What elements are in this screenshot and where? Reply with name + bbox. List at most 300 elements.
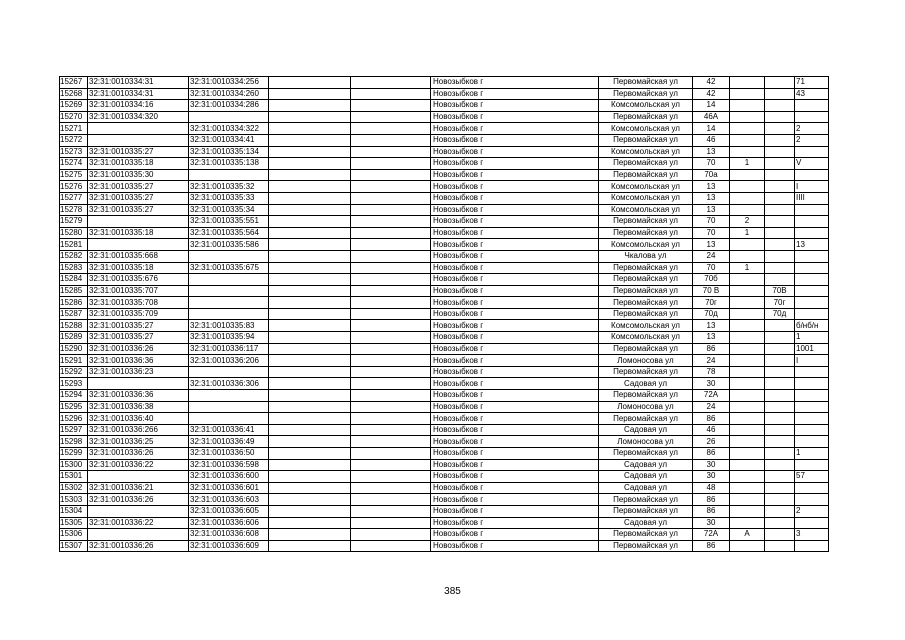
cell-apartment <box>795 250 829 262</box>
table-row <box>60 308 829 320</box>
cell-house-number: 42 <box>693 77 730 89</box>
cell-cadastral-number: 32:31:0010336:603 <box>189 494 269 506</box>
cell-row-number: 15278 <box>60 204 88 216</box>
cell-row-number: 15273 <box>60 146 88 158</box>
cell-building: 1 <box>730 227 765 239</box>
cell-blank-column-a <box>269 424 351 436</box>
table-row <box>60 343 829 355</box>
cell-structure: 70д <box>765 308 795 320</box>
cell-blank-column-b <box>351 169 431 181</box>
cell-blank-column-a <box>269 216 351 228</box>
cell-cadastral-number: 32:31:0010335:94 <box>189 332 269 344</box>
cell-blank-column-b <box>351 262 431 274</box>
table-row <box>60 494 829 506</box>
table-row <box>60 111 829 123</box>
cell-structure <box>765 401 795 413</box>
cell-city: Новозыбков г <box>431 134 599 146</box>
cell-street: Комсомольская ул <box>599 320 693 332</box>
cell-street: Первомайская ул <box>599 540 693 552</box>
cell-house-number: 30 <box>693 471 730 483</box>
cell-house-number: 86 <box>693 448 730 460</box>
table-row <box>60 262 829 274</box>
cell-apartment: 1001 <box>795 343 829 355</box>
cell-street: Первомайская ул <box>599 262 693 274</box>
cell-street: Ломоносова ул <box>599 401 693 413</box>
cell-city: Новозыбков г <box>431 181 599 193</box>
cell-street: Комсомольская ул <box>599 192 693 204</box>
cell-city: Новозыбков г <box>431 436 599 448</box>
cell-blank-column-a <box>269 239 351 251</box>
cell-structure <box>765 459 795 471</box>
cell-structure <box>765 204 795 216</box>
table-row <box>60 297 829 309</box>
cell-house-number: 86 <box>693 494 730 506</box>
cell-cadastral-number-parent: 32:31:0010336:36 <box>88 355 189 367</box>
cell-cadastral-number: 32:31:0010336:598 <box>189 459 269 471</box>
cell-house-number: 70 <box>693 227 730 239</box>
cell-city: Новозыбков г <box>431 413 599 425</box>
cell-street: Первомайская ул <box>599 158 693 170</box>
cell-row-number: 15271 <box>60 123 88 135</box>
cell-blank-column-b <box>351 355 431 367</box>
cell-apartment <box>795 169 829 181</box>
cell-blank-column-b <box>351 204 431 216</box>
cell-building <box>730 482 765 494</box>
cell-blank-column-a <box>269 123 351 135</box>
cell-cadastral-number-parent <box>88 239 189 251</box>
cell-apartment: 57 <box>795 471 829 483</box>
cell-apartment: 2 <box>795 505 829 517</box>
cell-city: Новозыбков г <box>431 320 599 332</box>
table-row <box>60 482 829 494</box>
cell-house-number: 70г <box>693 297 730 309</box>
table-row <box>60 471 829 483</box>
cell-house-number: 70 <box>693 216 730 228</box>
cell-apartment <box>795 482 829 494</box>
cell-building: 2 <box>730 216 765 228</box>
table-row <box>60 390 829 402</box>
cell-cadastral-number-parent: 32:31:0010335:676 <box>88 274 189 286</box>
cell-building <box>730 413 765 425</box>
cell-building <box>730 424 765 436</box>
cell-blank-column-a <box>269 378 351 390</box>
cell-street: Первомайская ул <box>599 88 693 100</box>
cell-building <box>730 88 765 100</box>
cell-building <box>730 448 765 460</box>
cell-blank-column-a <box>269 332 351 344</box>
cell-house-number: 42 <box>693 88 730 100</box>
cell-blank-column-b <box>351 134 431 146</box>
cell-apartment: 2 <box>795 123 829 135</box>
cell-structure <box>765 540 795 552</box>
cell-blank-column-b <box>351 482 431 494</box>
cell-blank-column-a <box>269 517 351 529</box>
cell-blank-column-b <box>351 250 431 262</box>
cell-blank-column-a <box>269 285 351 297</box>
cell-cadastral-number-parent: 32:31:0010335:27 <box>88 146 189 158</box>
cell-structure <box>765 158 795 170</box>
cell-structure <box>765 77 795 89</box>
cell-apartment <box>795 390 829 402</box>
cell-apartment <box>795 204 829 216</box>
cell-building <box>730 320 765 332</box>
cell-cadastral-number-parent <box>88 505 189 517</box>
cell-city: Новозыбков г <box>431 88 599 100</box>
cell-cadastral-number-parent: 32:31:0010335:27 <box>88 192 189 204</box>
cell-apartment: 2 <box>795 134 829 146</box>
cell-blank-column-b <box>351 517 431 529</box>
cell-street: Садовая ул <box>599 471 693 483</box>
cell-street: Садовая ул <box>599 517 693 529</box>
cell-cadastral-number-parent: 32:31:0010335:707 <box>88 285 189 297</box>
cell-row-number: 15302 <box>60 482 88 494</box>
cell-city: Новозыбков г <box>431 308 599 320</box>
table-row <box>60 88 829 100</box>
cell-cadastral-number: 32:31:0010335:675 <box>189 262 269 274</box>
cell-cadastral-number: 32:31:0010334:260 <box>189 88 269 100</box>
cell-apartment: I <box>795 355 829 367</box>
cell-cadastral-number-parent <box>88 378 189 390</box>
cell-house-number: 70а <box>693 169 730 181</box>
cell-blank-column-b <box>351 100 431 112</box>
table-row <box>60 436 829 448</box>
cell-cadastral-number: 32:31:0010336:206 <box>189 355 269 367</box>
cell-building <box>730 366 765 378</box>
cell-apartment <box>795 424 829 436</box>
table-row <box>60 332 829 344</box>
cell-city: Новозыбков г <box>431 262 599 274</box>
cell-apartment <box>795 285 829 297</box>
cell-structure <box>765 262 795 274</box>
cell-row-number: 15299 <box>60 448 88 460</box>
cell-blank-column-a <box>269 134 351 146</box>
cell-structure <box>765 111 795 123</box>
cell-house-number: 86 <box>693 505 730 517</box>
cell-city: Новозыбков г <box>431 111 599 123</box>
cell-structure <box>765 216 795 228</box>
table-row <box>60 529 829 541</box>
cell-blank-column-b <box>351 77 431 89</box>
cell-blank-column-b <box>351 181 431 193</box>
cell-building <box>730 332 765 344</box>
cell-row-number: 15298 <box>60 436 88 448</box>
cell-cadastral-number <box>189 308 269 320</box>
cell-apartment <box>795 111 829 123</box>
cell-house-number: 30 <box>693 517 730 529</box>
cell-house-number: 46А <box>693 111 730 123</box>
cell-structure <box>765 320 795 332</box>
cell-building <box>730 134 765 146</box>
cell-apartment <box>795 308 829 320</box>
cell-structure <box>765 436 795 448</box>
cell-blank-column-b <box>351 424 431 436</box>
cell-building <box>730 390 765 402</box>
table-row <box>60 204 829 216</box>
cell-city: Новозыбков г <box>431 192 599 204</box>
cell-structure <box>765 100 795 112</box>
cell-building <box>730 192 765 204</box>
cell-blank-column-a <box>269 88 351 100</box>
cell-row-number: 15272 <box>60 134 88 146</box>
cell-house-number: 13 <box>693 204 730 216</box>
cell-cadastral-number-parent: 32:31:0010336:21 <box>88 482 189 494</box>
cell-building: 1 <box>730 158 765 170</box>
cell-city: Новозыбков г <box>431 448 599 460</box>
cell-street: Первомайская ул <box>599 308 693 320</box>
cell-blank-column-b <box>351 459 431 471</box>
cell-blank-column-b <box>351 413 431 425</box>
cell-blank-column-b <box>351 274 431 286</box>
cell-street: Первомайская ул <box>599 390 693 402</box>
cell-city: Новозыбков г <box>431 390 599 402</box>
cell-street: Комсомольская ул <box>599 100 693 112</box>
cell-blank-column-b <box>351 123 431 135</box>
cell-row-number: 15297 <box>60 424 88 436</box>
cell-building <box>730 517 765 529</box>
cell-cadastral-number-parent: 32:31:0010334:320 <box>88 111 189 123</box>
cell-cadastral-number-parent: 32:31:0010335:27 <box>88 181 189 193</box>
cell-city: Новозыбков г <box>431 123 599 135</box>
cell-cadastral-number <box>189 366 269 378</box>
cell-house-number: 13 <box>693 192 730 204</box>
cell-street: Чкалова ул <box>599 250 693 262</box>
cell-structure <box>765 494 795 506</box>
cell-apartment: 1 <box>795 332 829 344</box>
cell-apartment <box>795 262 829 274</box>
cell-blank-column-b <box>351 308 431 320</box>
table-row <box>60 517 829 529</box>
cell-blank-column-a <box>269 448 351 460</box>
table-row <box>60 320 829 332</box>
cell-cadastral-number: 32:31:0010336:606 <box>189 517 269 529</box>
table-row <box>60 505 829 517</box>
cell-building <box>730 343 765 355</box>
table-row <box>60 459 829 471</box>
cell-cadastral-number: 32:31:0010335:551 <box>189 216 269 228</box>
cell-house-number: 14 <box>693 100 730 112</box>
cell-building: 1 <box>730 262 765 274</box>
cell-cadastral-number-parent: 32:31:0010336:22 <box>88 459 189 471</box>
table-row <box>60 192 829 204</box>
cell-row-number: 15286 <box>60 297 88 309</box>
cell-house-number: 26 <box>693 436 730 448</box>
cell-blank-column-b <box>351 471 431 483</box>
cell-blank-column-b <box>351 332 431 344</box>
cell-city: Новозыбков г <box>431 204 599 216</box>
cell-structure <box>765 192 795 204</box>
cell-row-number: 15296 <box>60 413 88 425</box>
cell-house-number: 72А <box>693 390 730 402</box>
cell-blank-column-a <box>269 343 351 355</box>
cell-building <box>730 297 765 309</box>
cell-cadastral-number-parent: 32:31:0010334:31 <box>88 88 189 100</box>
cell-house-number: 13 <box>693 332 730 344</box>
property-registry-table <box>59 76 829 552</box>
cell-row-number: 15290 <box>60 343 88 355</box>
cell-street: Ломоносова ул <box>599 436 693 448</box>
cell-structure <box>765 274 795 286</box>
cell-street: Садовая ул <box>599 482 693 494</box>
cell-building <box>730 378 765 390</box>
cell-structure <box>765 413 795 425</box>
cell-cadastral-number <box>189 285 269 297</box>
cell-apartment <box>795 517 829 529</box>
cell-street: Первомайская ул <box>599 111 693 123</box>
cell-row-number: 15277 <box>60 192 88 204</box>
cell-row-number: 15294 <box>60 390 88 402</box>
cell-cadastral-number-parent: 32:31:0010335:709 <box>88 308 189 320</box>
cell-blank-column-a <box>269 192 351 204</box>
table-row <box>60 158 829 170</box>
cell-cadastral-number: 32:31:0010335:32 <box>189 181 269 193</box>
cell-cadastral-number: 32:31:0010336:608 <box>189 529 269 541</box>
cell-city: Новозыбков г <box>431 355 599 367</box>
table-row <box>60 274 829 286</box>
cell-structure <box>765 448 795 460</box>
cell-blank-column-a <box>269 529 351 541</box>
cell-city: Новозыбков г <box>431 158 599 170</box>
cell-row-number: 15300 <box>60 459 88 471</box>
cell-structure <box>765 181 795 193</box>
cell-row-number: 15276 <box>60 181 88 193</box>
cell-blank-column-b <box>351 505 431 517</box>
cell-street: Садовая ул <box>599 424 693 436</box>
cell-cadastral-number-parent: 32:31:0010336:26 <box>88 494 189 506</box>
cell-blank-column-a <box>269 308 351 320</box>
cell-structure <box>765 424 795 436</box>
cell-cadastral-number-parent <box>88 134 189 146</box>
cell-cadastral-number: 32:31:0010336:50 <box>189 448 269 460</box>
cell-street: Первомайская ул <box>599 169 693 181</box>
cell-row-number: 15306 <box>60 529 88 541</box>
cell-apartment <box>795 459 829 471</box>
cell-street: Комсомольская ул <box>599 332 693 344</box>
cell-city: Новозыбков г <box>431 169 599 181</box>
cell-row-number: 15289 <box>60 332 88 344</box>
cell-building <box>730 169 765 181</box>
cell-city: Новозыбков г <box>431 401 599 413</box>
cell-building <box>730 204 765 216</box>
table-row <box>60 540 829 552</box>
cell-street: Ломоносова ул <box>599 355 693 367</box>
cell-structure <box>765 169 795 181</box>
table-row <box>60 424 829 436</box>
cell-house-number: 30 <box>693 459 730 471</box>
cell-house-number: 13 <box>693 146 730 158</box>
cell-blank-column-b <box>351 239 431 251</box>
table-row <box>60 216 829 228</box>
table-body <box>60 77 829 552</box>
cell-building <box>730 355 765 367</box>
cell-blank-column-b <box>351 192 431 204</box>
cell-cadastral-number: 32:31:0010336:306 <box>189 378 269 390</box>
cell-house-number: 24 <box>693 250 730 262</box>
cell-blank-column-b <box>351 494 431 506</box>
cell-row-number: 15280 <box>60 227 88 239</box>
cell-apartment <box>795 540 829 552</box>
cell-cadastral-number-parent: 32:31:0010335:18 <box>88 158 189 170</box>
cell-city: Новозыбков г <box>431 100 599 112</box>
cell-row-number: 15275 <box>60 169 88 181</box>
cell-apartment: 43 <box>795 88 829 100</box>
cell-house-number: 86 <box>693 343 730 355</box>
cell-structure <box>765 343 795 355</box>
cell-apartment <box>795 436 829 448</box>
cell-house-number: 70 В <box>693 285 730 297</box>
cell-blank-column-a <box>269 250 351 262</box>
cell-street: Комсомольская ул <box>599 204 693 216</box>
cell-cadastral-number: 32:31:0010335:138 <box>189 158 269 170</box>
cell-street: Первомайская ул <box>599 216 693 228</box>
cell-apartment <box>795 297 829 309</box>
cell-apartment <box>795 146 829 158</box>
cell-city: Новозыбков г <box>431 482 599 494</box>
cell-cadastral-number-parent: 32:31:0010336:25 <box>88 436 189 448</box>
cell-row-number: 15287 <box>60 308 88 320</box>
cell-cadastral-number: 32:31:0010335:33 <box>189 192 269 204</box>
cell-blank-column-a <box>269 297 351 309</box>
cell-blank-column-b <box>351 88 431 100</box>
cell-street: Первомайская ул <box>599 297 693 309</box>
cell-building <box>730 274 765 286</box>
cell-cadastral-number-parent: 32:31:0010336:36 <box>88 390 189 402</box>
cell-cadastral-number <box>189 274 269 286</box>
cell-cadastral-number-parent: 32:31:0010335:18 <box>88 227 189 239</box>
cell-row-number: 15291 <box>60 355 88 367</box>
cell-blank-column-a <box>269 111 351 123</box>
cell-cadastral-number-parent <box>88 216 189 228</box>
cell-structure <box>765 378 795 390</box>
cell-cadastral-number-parent <box>88 529 189 541</box>
cell-street: Первомайская ул <box>599 274 693 286</box>
cell-blank-column-b <box>351 111 431 123</box>
cell-house-number: 24 <box>693 401 730 413</box>
cell-building <box>730 401 765 413</box>
cell-city: Новозыбков г <box>431 529 599 541</box>
cell-blank-column-a <box>269 366 351 378</box>
cell-house-number: 13 <box>693 239 730 251</box>
cell-building <box>730 250 765 262</box>
cell-blank-column-b <box>351 297 431 309</box>
cell-house-number: 48 <box>693 482 730 494</box>
cell-cadastral-number-parent: 32:31:0010334:31 <box>88 77 189 89</box>
cell-blank-column-a <box>269 227 351 239</box>
cell-building <box>730 494 765 506</box>
cell-blank-column-a <box>269 320 351 332</box>
cell-cadastral-number-parent <box>88 123 189 135</box>
cell-street: Первомайская ул <box>599 343 693 355</box>
cell-street: Садовая ул <box>599 378 693 390</box>
cell-cadastral-number-parent <box>88 471 189 483</box>
cell-apartment <box>795 216 829 228</box>
cell-blank-column-a <box>269 181 351 193</box>
cell-blank-column-b <box>351 227 431 239</box>
cell-house-number: 13 <box>693 320 730 332</box>
table-row <box>60 100 829 112</box>
cell-house-number: 46 <box>693 424 730 436</box>
table-row <box>60 413 829 425</box>
cell-cadastral-number-parent: 32:31:0010334:16 <box>88 100 189 112</box>
cell-cadastral-number-parent: 32:31:0010335:18 <box>88 262 189 274</box>
cell-building: А <box>730 529 765 541</box>
cell-cadastral-number-parent: 32:31:0010336:38 <box>88 401 189 413</box>
cell-house-number: 24 <box>693 355 730 367</box>
cell-apartment <box>795 100 829 112</box>
cell-apartment: 1 <box>795 448 829 460</box>
cell-row-number: 15285 <box>60 285 88 297</box>
cell-blank-column-b <box>351 401 431 413</box>
cell-apartment: V <box>795 158 829 170</box>
